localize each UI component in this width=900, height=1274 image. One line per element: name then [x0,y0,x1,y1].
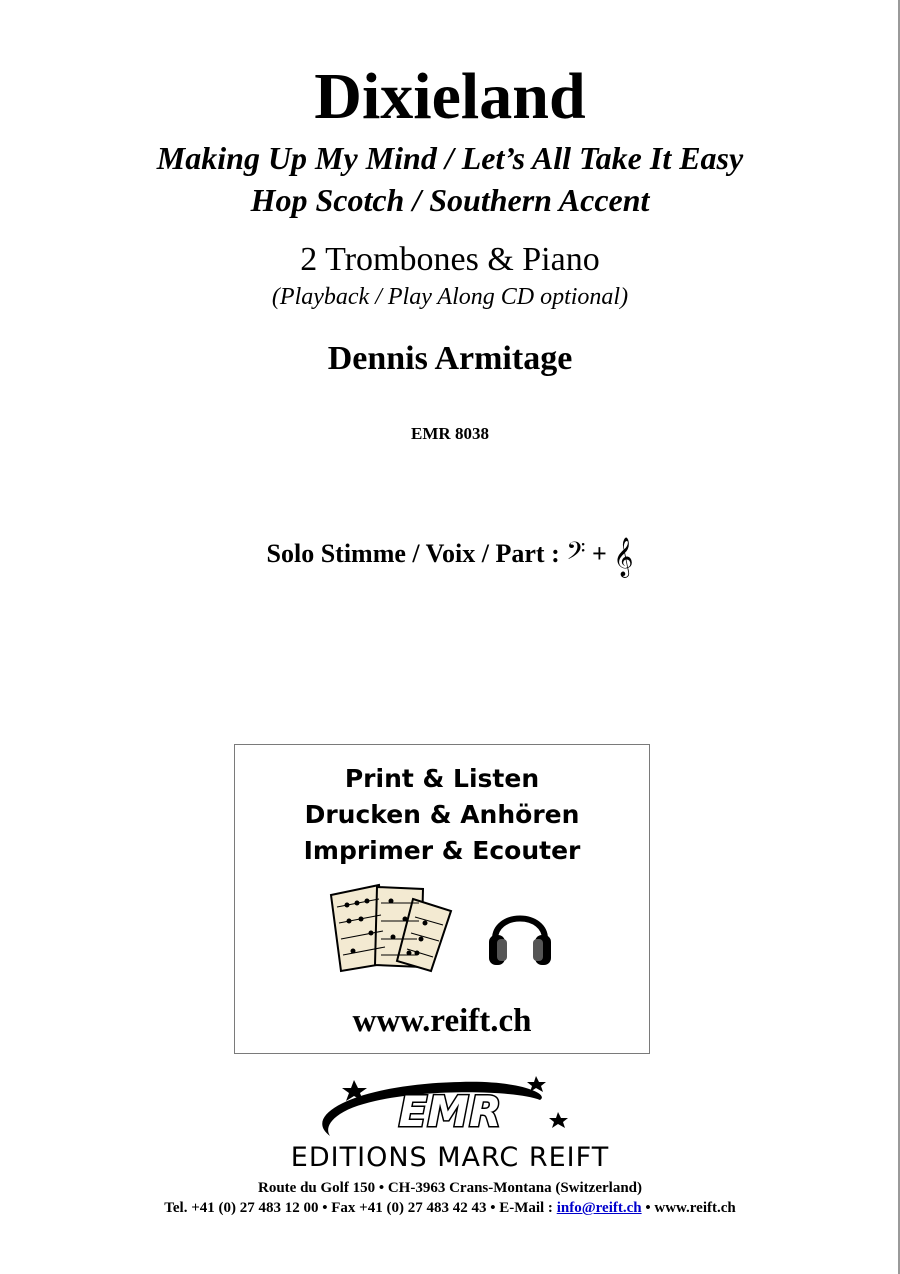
publisher-name: EDITIONS MARC REIFT [290,1142,610,1173]
print-listen-box [234,744,650,1054]
publisher-contact [0,1198,900,1218]
promo-line-french: Imprimer & Ecouter [303,836,581,865]
promo-line-german: Drucken & Anhören [304,800,580,829]
instrumentation: 2 Trombones & Piano [300,241,600,278]
sheet-music-icon [327,881,455,973]
bass-clef-icon: 𝄢 [566,537,586,572]
promo-line-english: Print & Listen [344,764,540,793]
part-plus: + [592,539,607,568]
composer-name: Dennis Armitage [327,340,573,377]
emr-logo-text: EMR [398,1087,502,1136]
publisher-address: Route du Golf 150 • CH-3963 Crans-Montana (Switzerland) [258,1180,642,1196]
contact-website: • www.reift.ch [645,1200,736,1216]
email-link[interactable]: info@reift.ch [556,1200,642,1216]
instrumentation-note: (Playback / Play Along CD optional) [271,284,629,310]
promo-website: www.reift.ch [352,1003,532,1039]
subtitle-line-1: Making Up My Mind / Let’s All Take It Easy [156,140,744,176]
treble-clef-icon: 𝄞 [613,537,634,577]
headphones-icon [485,895,555,975]
page-title: Dixieland [314,60,586,133]
catalog-number: EMR 8038 [411,424,489,443]
part-line [0,534,900,577]
emr-logo [300,1074,580,1146]
subtitle-line-2: Hop Scotch / Southern Accent [250,182,650,218]
contact-phone-fax: Tel. +41 (0) 27 483 12 00 • Fax +41 (0) 27 483 42 43 • E-Mail : [164,1200,553,1216]
part-label: Solo Stimme / Voix / Part : [266,539,560,568]
